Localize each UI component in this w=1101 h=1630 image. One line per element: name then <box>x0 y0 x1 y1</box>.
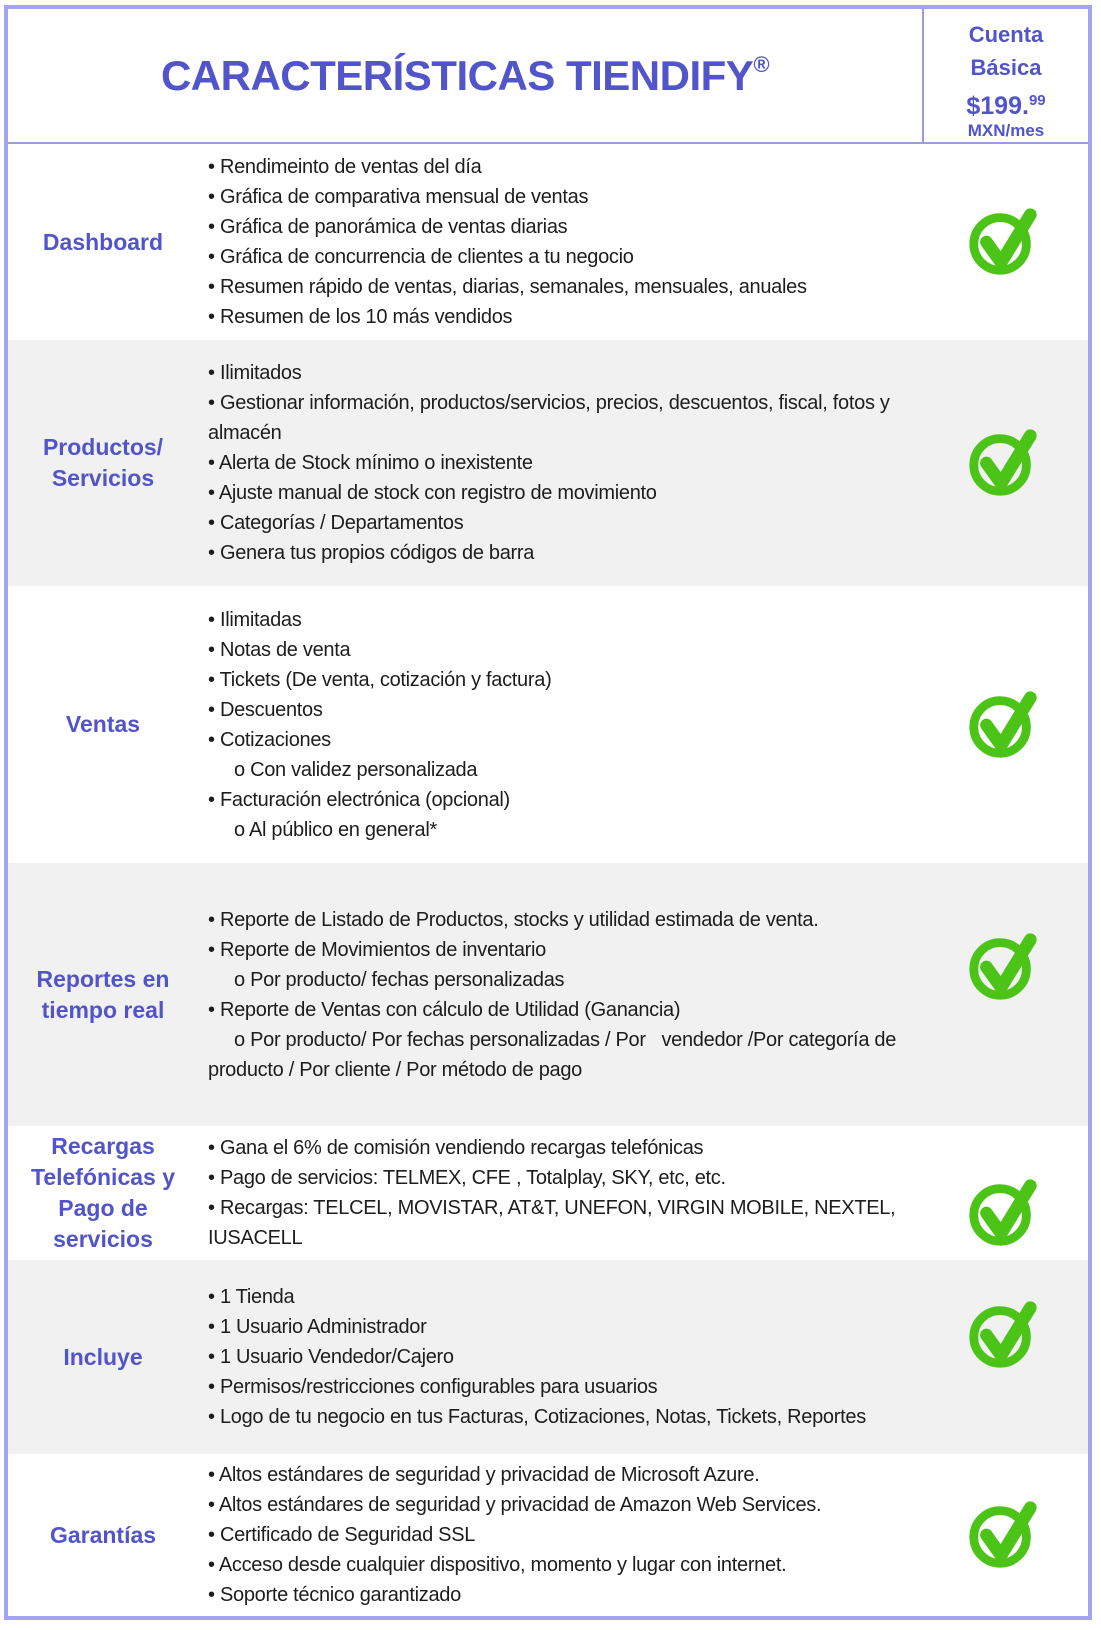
feature-item: • Resumen rápido de ventas, diarias, semanales, mensuales, anuales <box>208 276 807 298</box>
row-label: Ventas <box>65 711 141 737</box>
feature-item: • Resumen de los 10 más vendidos <box>208 306 513 328</box>
feature-item: • Notas de venta <box>208 638 351 661</box>
row-label-cell <box>8 863 198 1126</box>
included-cell <box>920 1126 1088 1260</box>
feature-item: • Pago de servicios: TELMEX, CFE , Totalplay, SKY, etc, etc. <box>208 1167 726 1189</box>
feature-item: • Categorías / Departamentos <box>208 512 464 534</box>
feature-item: • Gestionar información, productos/servicios, precios, descuentos, fiscal, fotos y almacén <box>208 392 890 444</box>
feature-item: • Reporte de Listado de Productos, stocks y utilidad estimada de venta. <box>208 908 819 931</box>
feature-item: • Ilimitados <box>208 362 302 384</box>
table-header <box>8 9 1088 144</box>
feature-item: • 1 Tienda <box>208 1286 295 1308</box>
feature-row-reportes <box>8 863 1088 1126</box>
included-cell <box>920 586 1088 863</box>
page-title <box>161 52 769 100</box>
plan-price <box>924 88 1088 119</box>
check-circle-icon <box>965 1296 1043 1374</box>
check-circle-icon <box>965 686 1043 764</box>
included-cell <box>920 1454 1088 1616</box>
feature-item: • Facturación electrónica (opcional) <box>208 788 510 811</box>
included-cell <box>920 340 1088 586</box>
check-circle-icon <box>965 1496 1043 1574</box>
included-cell <box>920 863 1088 1126</box>
plan-price-cents: 99 <box>1028 92 1046 109</box>
row-label: Dashboard <box>42 228 164 255</box>
feature-item: • Permisos/restricciones configurables para usuarios <box>208 1376 658 1398</box>
title-cell <box>8 9 922 142</box>
row-label-cell <box>8 586 198 863</box>
plan-price-unit: MXN/mes <box>967 121 1045 140</box>
feature-item: • Certificado de Seguridad SSL <box>208 1524 476 1546</box>
feature-item: • Alerta de Stock mínimo o inexistente <box>208 452 533 474</box>
row-content <box>198 340 920 586</box>
check-circle-icon <box>965 928 1043 1006</box>
feature-item: • Acceso desde cualquier dispositivo, momento y lugar con internet. <box>208 1554 787 1576</box>
row-label: Recargas Telefónicas y Pago de servicios <box>30 1133 176 1252</box>
features-table <box>4 5 1092 1620</box>
feature-item: • 1 Usuario Vendedor/Cajero <box>208 1346 454 1368</box>
feature-item: • Ilimitadas <box>208 608 302 631</box>
row-label: Incluye <box>63 1343 143 1370</box>
row-content <box>198 863 920 1126</box>
check-circle-icon <box>965 203 1043 281</box>
plan-name: Cuenta Básica <box>968 22 1044 80</box>
feature-item: • Altos estándares de seguridad y privacidad de Microsoft Azure. <box>208 1464 760 1486</box>
feature-subitem: o Al público en general* <box>234 818 437 841</box>
page-title-text: CARACTERÍSTICAS TIENDIFY <box>160 51 754 99</box>
plan-price-main: $199. <box>966 92 1029 120</box>
feature-item: • Gráfica de concurrencia de clientes a tu negocio <box>208 246 634 268</box>
feature-item: • Gráfica de comparativa mensual de ventas <box>208 186 589 208</box>
row-content <box>198 1260 920 1454</box>
row-label-cell <box>8 1126 198 1260</box>
feature-row-dashboard <box>8 144 1088 340</box>
feature-row-productos-servicios <box>8 340 1088 586</box>
check-circle-icon <box>965 1174 1043 1252</box>
row-label-cell <box>8 144 198 340</box>
feature-item: • Cotizaciones <box>208 728 331 751</box>
feature-item: • Reporte de Movimientos de inventario <box>208 938 547 961</box>
row-label: Reportes en tiempo real <box>36 965 170 1023</box>
feature-subitem: o Por producto/ fechas personalizadas <box>234 968 565 991</box>
feature-item: • Genera tus propios códigos de barra <box>208 542 535 564</box>
row-label: Garantías <box>49 1521 157 1548</box>
check-circle-icon <box>965 424 1043 502</box>
feature-item: • 1 Usuario Administrador <box>208 1316 427 1338</box>
feature-item: • Descuentos <box>208 698 323 721</box>
row-label-cell <box>8 340 198 586</box>
row-label-cell <box>8 1454 198 1616</box>
feature-item: • Recargas: TELCEL, MOVISTAR, AT&T, UNEFON, VIRGIN MOBILE, NEXTEL, IUSACELL <box>208 1197 896 1249</box>
registered-mark: ® <box>753 51 770 77</box>
feature-row-recargas <box>8 1126 1088 1260</box>
plan-price-cell <box>922 9 1088 142</box>
feature-subitem: o Con validez personalizada <box>234 758 478 781</box>
included-cell <box>920 1260 1088 1454</box>
row-content <box>198 586 920 863</box>
row-content <box>198 144 920 340</box>
included-cell <box>920 144 1088 340</box>
feature-row-garantias <box>8 1454 1088 1616</box>
feature-row-incluye <box>8 1260 1088 1454</box>
feature-row-ventas <box>8 586 1088 863</box>
feature-item: • Ajuste manual de stock con registro de movimiento <box>208 482 657 504</box>
feature-subitem: o Por producto/ Por fechas personalizadas / Por vendedor /Por categoría de producto / Por cliente / Por método de pago <box>208 1028 897 1081</box>
feature-item: • Gráfica de panorámica de ventas diarias <box>208 216 568 238</box>
feature-item: • Logo de tu negocio en tus Facturas, Cotizaciones, Notas, Tickets, Reportes <box>208 1406 866 1428</box>
row-content <box>198 1126 920 1260</box>
feature-item: • Soporte técnico garantizado <box>208 1584 461 1606</box>
feature-item: • Gana el 6% de comisión vendiendo recargas telefónicas <box>208 1137 704 1159</box>
feature-item: • Tickets (De venta, cotización y factura) <box>208 668 552 691</box>
feature-item: • Altos estándares de seguridad y privacidad de Amazon Web Services. <box>208 1494 822 1516</box>
row-content <box>198 1454 920 1616</box>
row-label: Productos/ Servicios <box>42 434 164 491</box>
feature-item: • Rendimeinto de ventas del día <box>208 156 482 178</box>
row-label-cell <box>8 1260 198 1454</box>
feature-item: • Reporte de Ventas con cálculo de Utilidad (Ganancia) <box>208 998 681 1021</box>
